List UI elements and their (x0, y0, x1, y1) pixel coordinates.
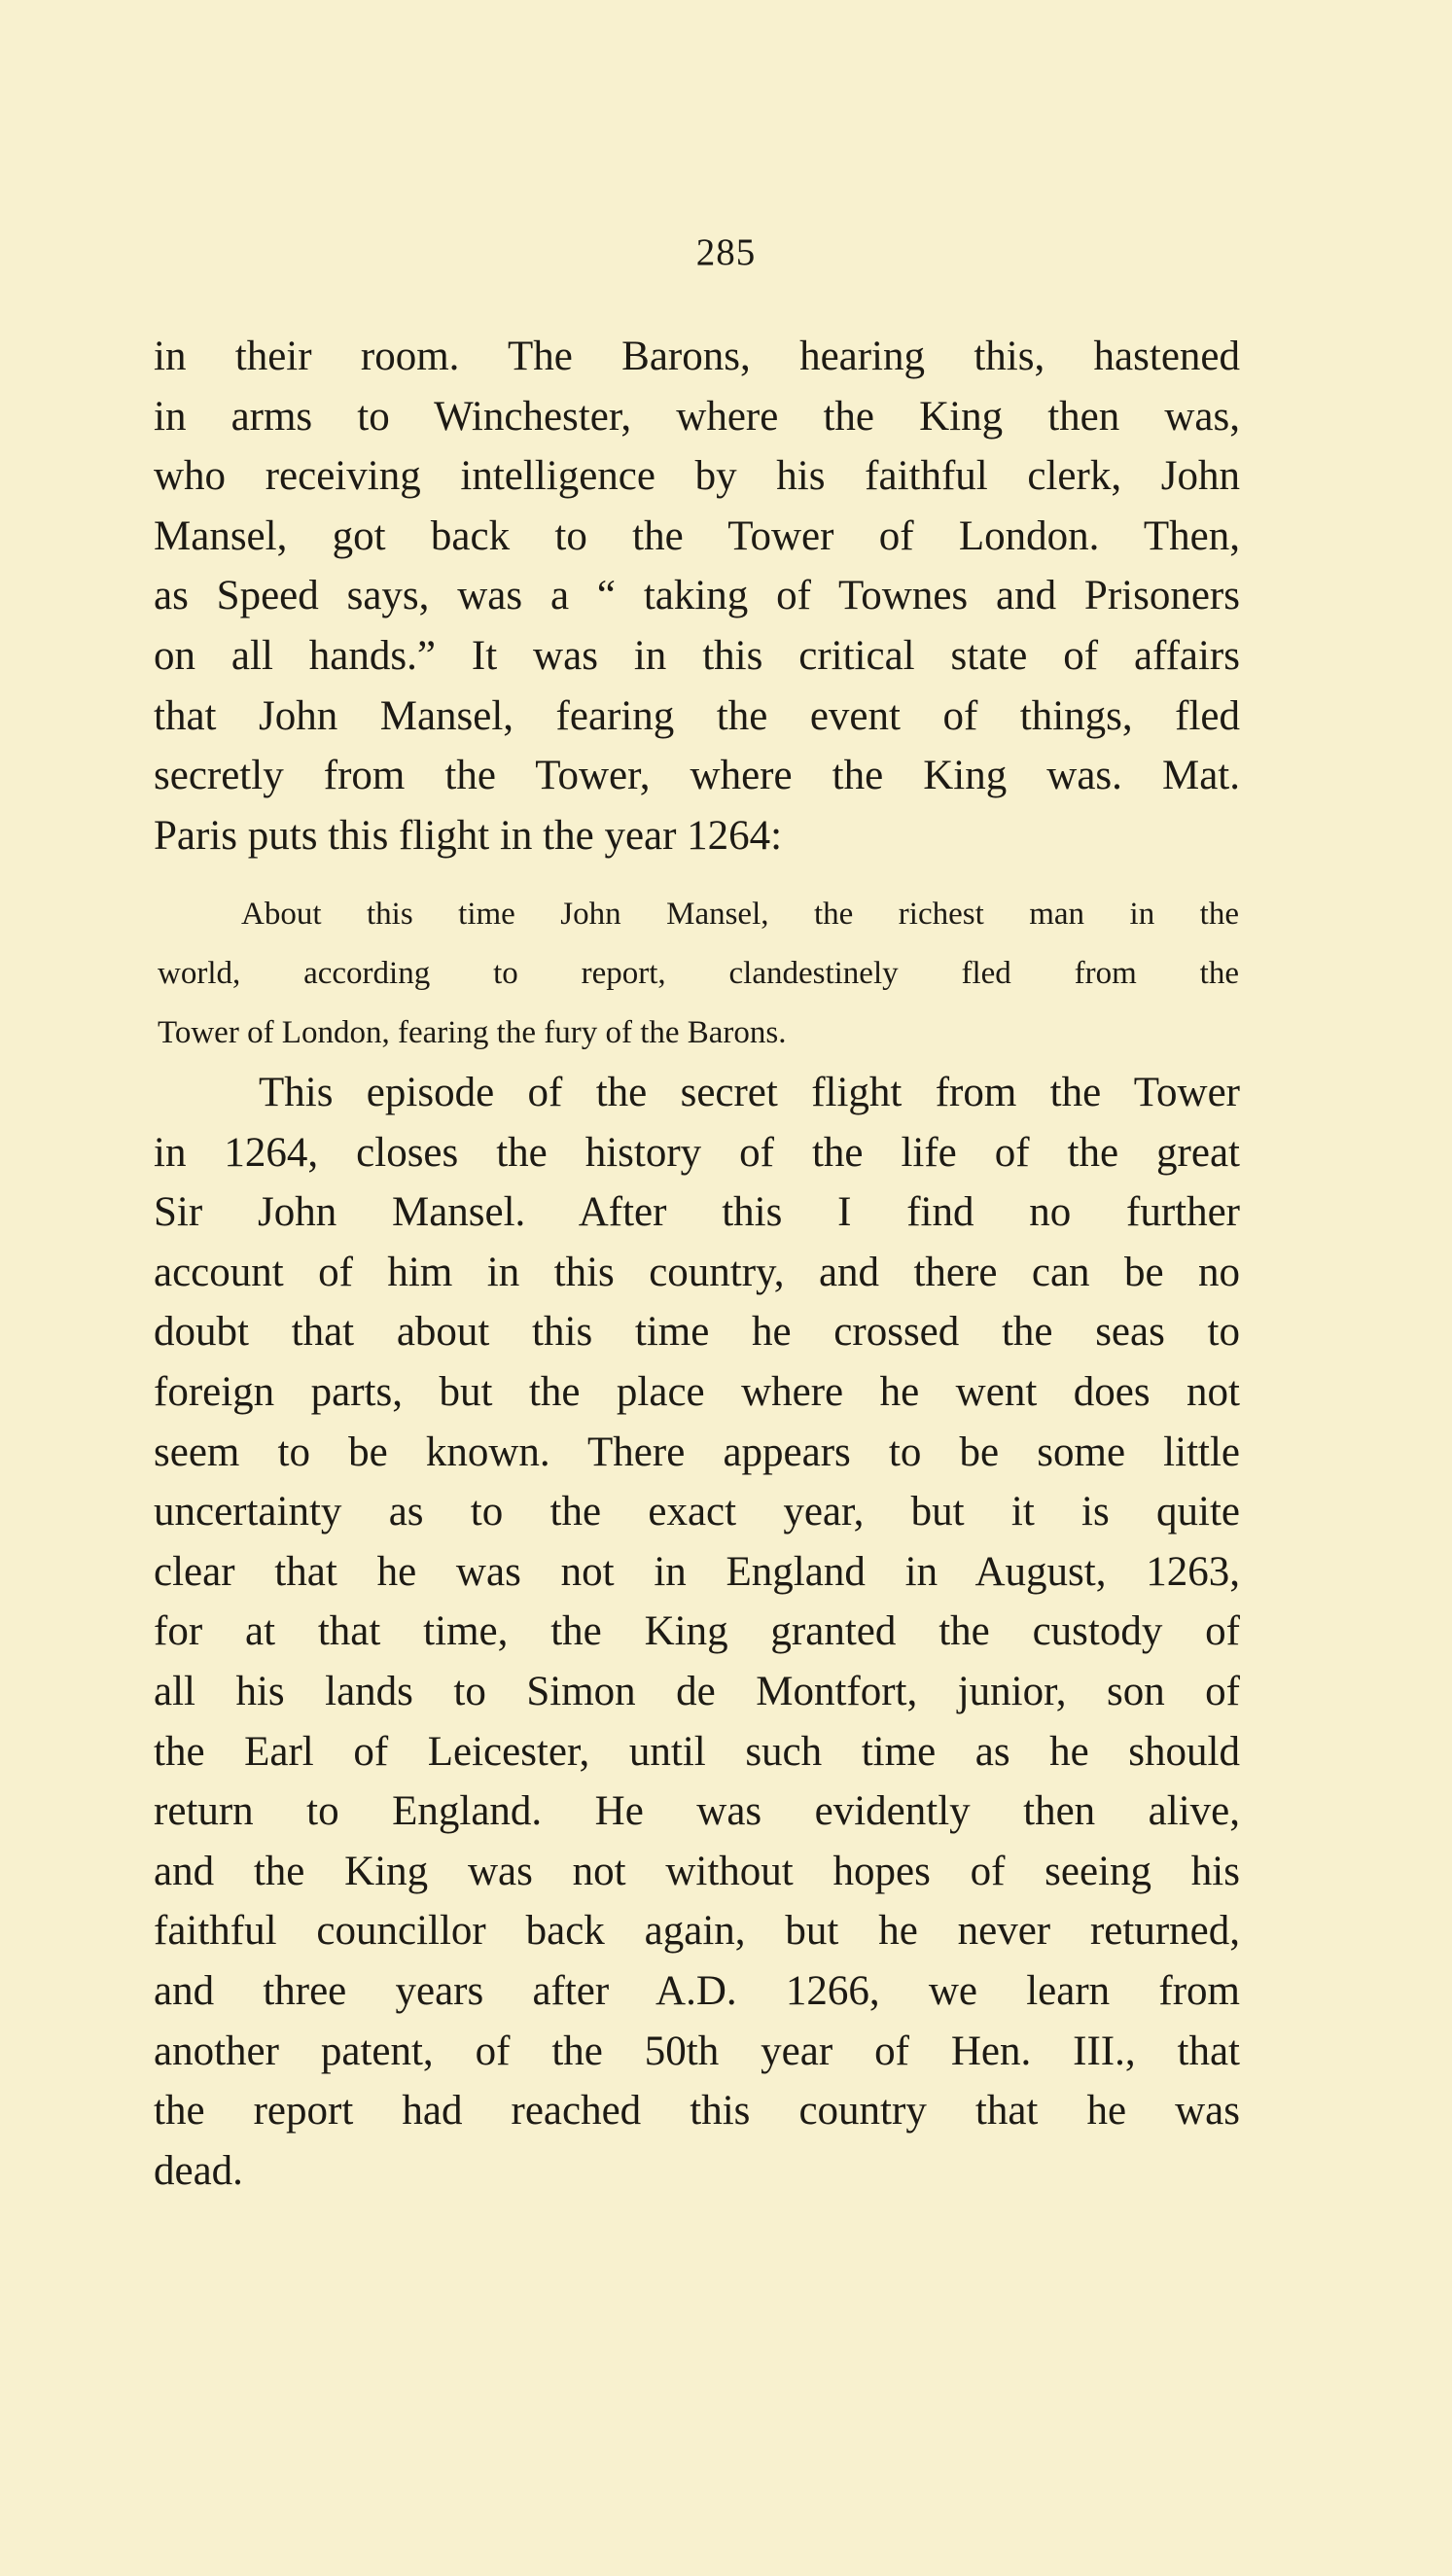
text-line: foreign parts, but the place where he went does not (154, 1368, 1240, 1415)
text-line: the report had reached this country that he was (154, 2088, 1240, 2135)
text-line: as Speed says, was a “ taking of Townes and Prisoners (154, 573, 1240, 619)
text-line: and three years after A.D. 1266, we learn from (154, 1967, 1240, 2014)
text-line: Sir John Mansel. After this I find no further (154, 1189, 1240, 1236)
text-line: who receiving intelligence by his faithful clerk, John (154, 453, 1240, 500)
text-line: all his lands to Simon de Montfort, junior, son of (154, 1668, 1240, 1714)
text-line: Paris puts this flight in the year 1264: (154, 812, 783, 859)
text-line: doubt that about this time he crossed the seas to (154, 1309, 1240, 1356)
text-line: account of him in this country, and there can be no (154, 1249, 1240, 1295)
quotation-line: world, according to report, clandestinely fled from the (158, 956, 1239, 991)
text-line: faithful councillor back again, but he never returned, (154, 1908, 1240, 1955)
text-line: secretly from the Tower, where the King was. Mat. (154, 753, 1240, 799)
text-line: on all hands.” It was in this critical state of affairs (154, 632, 1240, 679)
block-quotation (158, 885, 1239, 1063)
text-line: for at that time, the King granted the custody of (154, 1608, 1240, 1655)
paragraph-2 (154, 1063, 1240, 2201)
text-line: seem to be known. There appears to be some little (154, 1429, 1240, 1475)
text-line: in 1264, closes the history of the life of the great (154, 1129, 1240, 1176)
text-line: Mansel, got back to the Tower of London. Then, (154, 512, 1240, 559)
text-line: return to England. He was evidently then alive, (154, 1788, 1240, 1835)
text-line: another patent, of the 50th year of Hen. III., that (154, 2028, 1240, 2074)
text-line: uncertainty as to the exact year, but it is quite (154, 1489, 1240, 1535)
text-line: that John Mansel, fearing the event of things, fled (154, 692, 1240, 739)
quotation-line: Tower of London, fearing the fury of the Barons. (158, 1015, 787, 1050)
text-line: the Earl of Leicester, until such time as he should (154, 1728, 1240, 1775)
text-line: in arms to Winchester, where the King then was, (154, 393, 1240, 440)
quotation-line: About this time John Mansel, the richest man in the (241, 897, 1239, 932)
page-number: 285 (695, 231, 757, 273)
text-line: clear that he was not in England in August, 1263, (154, 1548, 1240, 1595)
paragraph-1 (154, 327, 1240, 865)
text-line: This episode of the secret flight from the Tower (259, 1070, 1240, 1115)
text-line: dead. (154, 2147, 243, 2194)
text-line: in their room. The Barons, hearing this, hastened (154, 334, 1240, 379)
text-line: and the King was not without hopes of seeing his (154, 1848, 1240, 1894)
